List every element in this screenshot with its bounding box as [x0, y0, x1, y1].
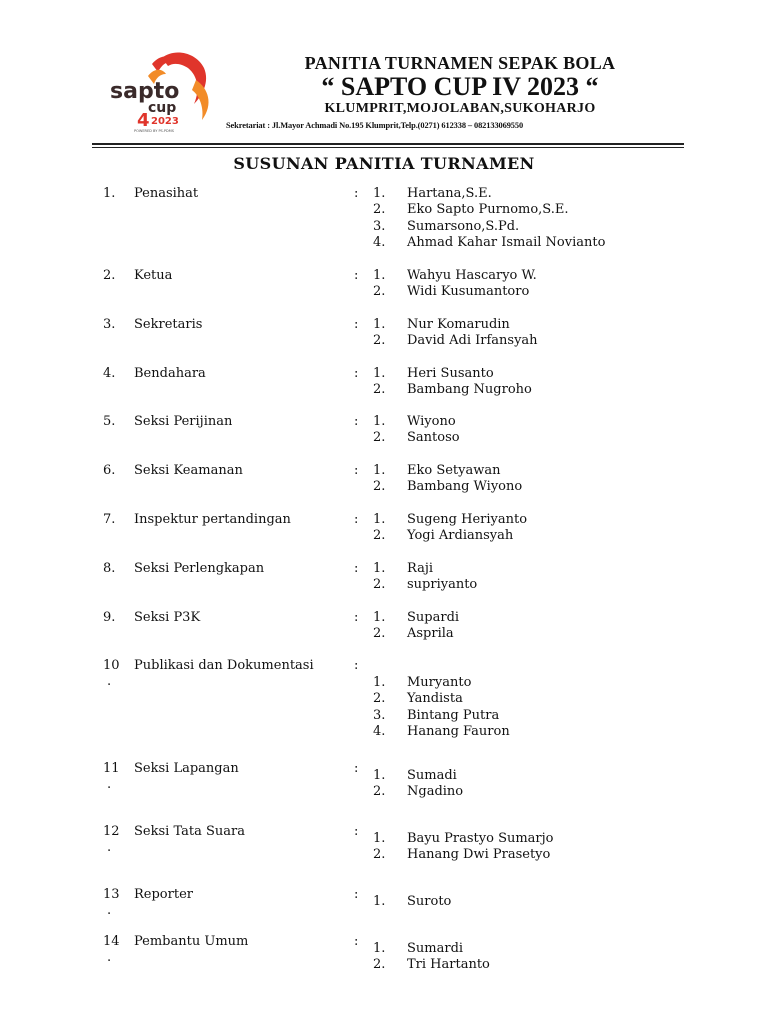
section-role: Seksi P3K [134, 610, 201, 625]
member-index: 4. [373, 235, 386, 251]
section-number-text: 7. [103, 512, 116, 527]
member-index: 2. [373, 479, 386, 495]
member-item [373, 186, 605, 202]
member-list [373, 768, 463, 801]
member-name: Sumardi [407, 941, 464, 956]
member-item [373, 847, 554, 863]
section-number [103, 761, 120, 794]
section-number-text: 5. [103, 414, 116, 429]
member-index: 3. [373, 707, 386, 723]
member-name: Tri Hartanto [407, 957, 490, 973]
member-name: supriyanto [407, 577, 478, 593]
section-number [103, 414, 115, 430]
member-item [373, 941, 490, 957]
member-name: Asprila [407, 626, 454, 642]
member-name: Hanang Fauron [407, 724, 510, 740]
logo-word-sapto: sapto [110, 79, 180, 104]
member-item [373, 430, 460, 446]
member-name: Muryanto [407, 675, 472, 690]
member-item [373, 382, 532, 398]
member-item [373, 512, 527, 528]
member-list [373, 317, 538, 350]
member-item [373, 610, 459, 626]
member-name: Bambang Wiyono [407, 479, 523, 495]
member-list [373, 894, 451, 910]
member-item [373, 561, 477, 577]
section-number [103, 512, 115, 528]
section-number [103, 268, 115, 284]
member-item [373, 235, 605, 251]
member-name: Hartana,S.E. [407, 186, 492, 201]
member-item [373, 317, 538, 333]
section-number-text: 1. [103, 186, 116, 201]
member-item [373, 414, 460, 430]
member-index: 1. [373, 768, 386, 783]
member-name: Ahmad Kahar Ismail Novianto [407, 235, 606, 251]
section-role: Pembantu Umum [134, 934, 249, 949]
letterhead-location: KLUMPRIT,MOJOLABAN,SUKOHARJO [324, 101, 596, 116]
section-role: Penasihat [134, 186, 199, 201]
section-number [103, 317, 115, 333]
member-index: 1. [373, 610, 386, 625]
section-role: Seksi Keamanan [134, 463, 243, 478]
member-item [373, 768, 463, 784]
logo-year: 2023 [151, 116, 179, 127]
member-index: 1. [373, 317, 386, 332]
member-list [373, 512, 527, 545]
member-item [373, 366, 532, 382]
letterhead-rule-thin [92, 147, 684, 148]
section-role: Seksi Lapangan [134, 761, 239, 776]
section-number-text: 4. [103, 366, 116, 381]
section-number-dot: . [107, 777, 112, 793]
member-name: Yogi Ardiansyah [407, 528, 514, 544]
member-list [373, 675, 510, 741]
member-list [373, 463, 522, 496]
member-index: 2. [373, 202, 386, 218]
member-list [373, 186, 605, 252]
member-item [373, 626, 459, 642]
section-colon: : [354, 658, 359, 673]
member-name: Raji [407, 561, 434, 576]
member-name: Bayu Prastyo Sumarjo [407, 831, 554, 846]
section-number-dot: . [107, 950, 112, 966]
member-item [373, 691, 510, 707]
section-colon: : [354, 317, 359, 332]
member-item [373, 577, 477, 593]
member-index: 2. [373, 382, 386, 398]
section-number-dot: . [107, 903, 112, 919]
member-name: Wahyu Hascaryo W. [407, 268, 537, 283]
member-index: 2. [373, 957, 386, 973]
section-role: Reporter [134, 887, 193, 902]
member-index: 1. [373, 894, 386, 909]
section-role: Ketua [134, 268, 173, 283]
section-number [103, 887, 120, 920]
member-list [373, 414, 460, 447]
section-number [103, 934, 120, 967]
section-colon: : [354, 414, 359, 429]
member-item [373, 708, 510, 724]
member-item [373, 284, 537, 300]
letterhead-address: Sekretariat : Jl.Mayor Achmadi No.195 Klumprit,Telp.(0271) 612338 – 082133069550 [226, 121, 524, 130]
section-colon: : [354, 934, 359, 949]
section-role: Publikasi dan Dokumentasi [134, 658, 314, 673]
section-colon: : [354, 561, 359, 576]
member-index: 2. [373, 784, 386, 800]
section-number-text: 8. [103, 561, 116, 576]
section-number-text: 12 [103, 824, 120, 839]
member-item [373, 528, 527, 544]
member-item [373, 784, 463, 800]
member-index: 2. [373, 284, 386, 300]
sapto-cup-logo [104, 46, 220, 134]
member-index: 1. [373, 831, 386, 846]
member-item [373, 894, 451, 910]
section-number-text: 9. [103, 610, 116, 625]
member-index: 4. [373, 724, 386, 740]
section-colon: : [354, 610, 359, 625]
section-number-dot: . [107, 840, 112, 856]
member-name: Sugeng Heriyanto [407, 512, 528, 527]
member-item [373, 831, 554, 847]
section-role: Seksi Perlengkapan [134, 561, 265, 576]
member-name: Santoso [407, 430, 460, 446]
section-number [103, 824, 120, 857]
section-colon: : [354, 512, 359, 527]
member-item [373, 333, 538, 349]
section-number-text: 13 [103, 887, 120, 902]
member-index: 2. [373, 528, 386, 544]
member-item [373, 957, 490, 973]
member-name: Eko Sapto Purnomo,S.E. [407, 202, 569, 218]
section-number-text: 3. [103, 317, 116, 332]
member-name: Eko Setyawan [407, 463, 501, 478]
member-item [373, 268, 537, 284]
member-list [373, 831, 554, 864]
member-list [373, 941, 490, 974]
member-index: 1. [373, 366, 386, 381]
section-colon: : [354, 186, 359, 201]
section-role: Inspektur pertandingan [134, 512, 291, 527]
member-name: Heri Susanto [407, 366, 494, 381]
member-index: 2. [373, 626, 386, 642]
member-index: 3. [373, 218, 386, 234]
section-role: Sekretaris [134, 317, 203, 332]
member-index: 1. [373, 186, 386, 201]
member-list [373, 366, 532, 399]
member-index: 2. [373, 333, 386, 349]
section-role: Bendahara [134, 366, 206, 381]
member-name: Wiyono [407, 414, 456, 429]
member-name: Supardi [407, 610, 460, 625]
section-number [103, 561, 115, 577]
member-item [373, 463, 522, 479]
member-name: Nur Komarudin [407, 317, 510, 332]
member-item [373, 724, 510, 740]
section-number-dot: . [107, 674, 112, 690]
section-number-text: 6. [103, 463, 116, 478]
member-index: 1. [373, 675, 386, 690]
member-name: Bintang Putra [407, 707, 500, 723]
section-role: Seksi Tata Suara [134, 824, 245, 839]
logo-digit: 4 [137, 110, 150, 131]
member-item [373, 675, 510, 691]
letterhead-line1: PANITIA TURNAMEN SEPAK BOLA [304, 53, 616, 73]
member-name: David Adi Irfansyah [407, 333, 538, 349]
member-list [373, 561, 477, 594]
member-index: 1. [373, 941, 386, 956]
letterhead-rule-thick [92, 143, 684, 145]
member-name: Sumadi [407, 768, 457, 783]
section-number [103, 658, 120, 691]
member-index: 1. [373, 512, 386, 527]
member-name: Widi Kusumantoro [407, 284, 530, 300]
member-index: 1. [373, 414, 386, 429]
member-name: Ngadino [407, 784, 464, 800]
member-index: 2. [373, 577, 386, 593]
logo-word-cup: cup [148, 100, 177, 116]
section-number-text: 10 [103, 658, 120, 673]
member-name: Suroto [407, 894, 452, 909]
section-number [103, 186, 115, 202]
member-name: Hanang Dwi Prasetyo [407, 847, 551, 863]
member-index: 1. [373, 268, 386, 283]
section-colon: : [354, 761, 359, 776]
section-number [103, 463, 115, 479]
section-number-text: 14 [103, 934, 120, 949]
section-colon: : [354, 268, 359, 283]
member-name: Yandista [407, 691, 463, 707]
member-item [373, 479, 522, 495]
section-number [103, 610, 115, 626]
section-role: Seksi Perijinan [134, 414, 233, 429]
member-item [373, 219, 605, 235]
member-index: 1. [373, 463, 386, 478]
member-name: Sumarsono,S.Pd. [407, 218, 520, 234]
member-index: 2. [373, 691, 386, 707]
member-list [373, 268, 537, 301]
member-index: 1. [373, 561, 386, 576]
member-item [373, 202, 605, 218]
member-name: Bambang Nugroho [407, 382, 532, 398]
member-list [373, 610, 459, 643]
section-colon: : [354, 824, 359, 839]
section-colon: : [354, 366, 359, 381]
section-colon: : [354, 463, 359, 478]
letterhead-event-title: “ SAPTO CUP IV 2023 “ [321, 72, 599, 101]
member-index: 2. [373, 430, 386, 446]
logo-tagline: POWERED BY PS.PDMS [134, 129, 174, 133]
document-title: SUSUNAN PANITIA TURNAMEN [233, 154, 535, 173]
section-colon: : [354, 887, 359, 902]
section-number-text: 11 [103, 761, 120, 776]
section-number [103, 366, 115, 382]
section-number-text: 2. [103, 268, 116, 283]
member-index: 2. [373, 847, 386, 863]
